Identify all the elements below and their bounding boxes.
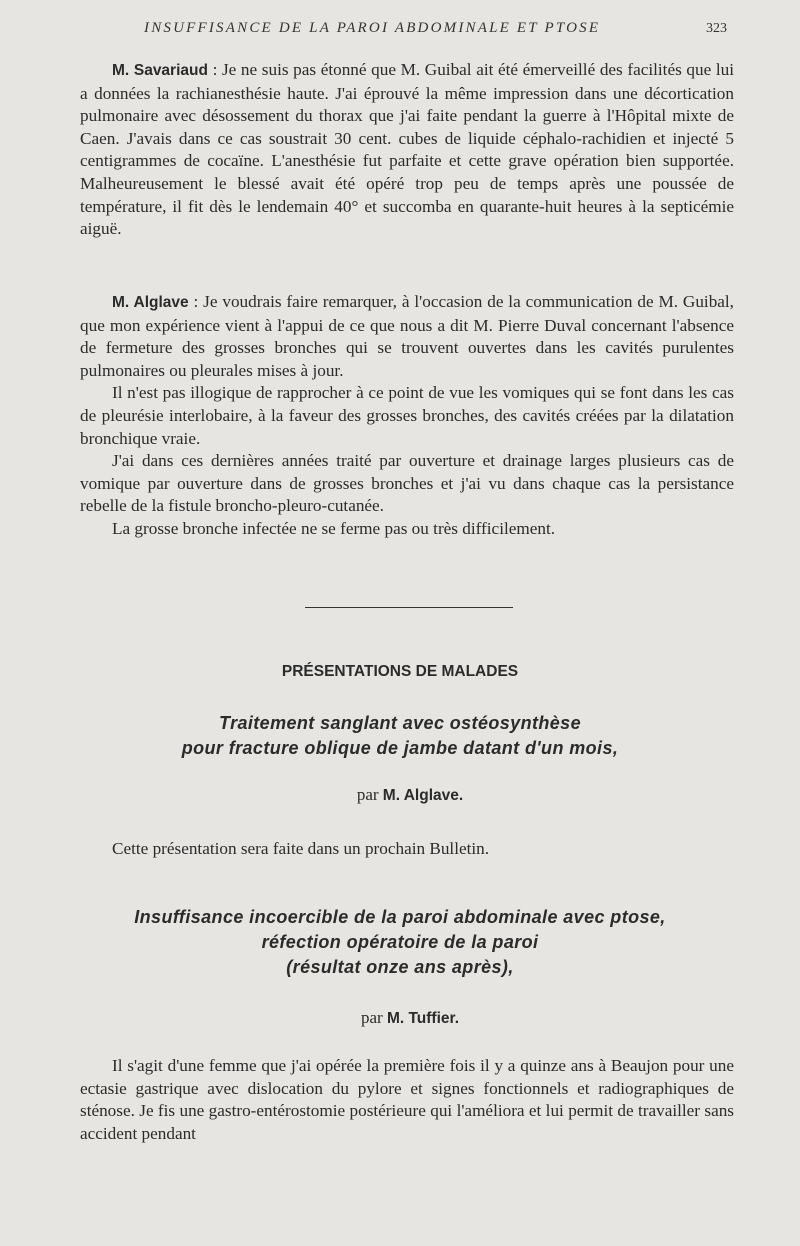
author-name: M. Tuffier. [386,1010,459,1027]
paragraph-text: : Je voudrais faire remarquer, à l'occasion de la communication de M. Guibal, que mon expérience vient à l'appui de ce que nous a dit M. Pierre Duval concernant l'absence de fermeture des grosses bronches qui se trouvent ouvertes dans les cavités purulentes pulmonaires ou pleurales mises à jour. [80,292,734,380]
speaker-name: M. Savariaud [112,62,208,79]
running-head-title: INSUFFISANCE DE LA PAROI ABDOMINALE ET PTOSE [144,20,601,36]
title-line: réfection opératoire de la paroi [261,932,539,952]
byline-par: par [356,785,379,804]
paragraph: La grosse bronche infectée ne se ferme pas ou très difficilement. [112,518,556,538]
paragraph: Il s'agit d'une femme que j'ai opérée la première fois il y a quinze ans à Beaujon pour une ectasie gastrique avec dislocation du pylore et signes fonctionnels et radiographiques de sténose. Je fis une gastro-entérostomie postérieure qui l'améliora et lui permit de travailler sans accident pendant [80,1056,734,1143]
paragraph-text: : Je ne suis pas étonné que M. Guibal ait été émerveillé des facilités que lui a données la rachianesthésie haute. J'ai éprouvé la même impression dans une décortication pulmonaire avec désossement du thorax que j'ai faite pendant la guerre à l'Hôpital mixte de Caen. J'avais dans ce cas soustrait 30 cent. cubes de liquide céphalo-rachidien et injecté 5 centigrammes de cocaïne. L'anesthésie fut parfaite et cette grave opération bien supportée. Malheureusement le blessé avait été opéré trop peu de temps après une poussée de température, il fit dès le lendemain 40° et succomba en quarante-huit heures à la septicémie aiguë. [80,60,734,239]
title-line: Insuffisance incoercible de la paroi abdominale avec ptose, [134,907,666,927]
paragraph: Cette présentation sera faite dans un prochain Bulletin. [112,839,490,858]
section-divider [305,607,513,608]
title-line [60,955,740,980]
article-body [80,838,734,861]
running-head [0,20,800,40]
page-number: 323 [706,21,727,36]
title-line: pour fracture oblique de jambe datant d'un mois, [181,738,619,758]
alglave-remark [80,291,734,541]
title-line-text: (résultat onze ans après), [286,957,514,977]
title-line: Traitement sanglant avec ostéosynthèse [219,713,581,733]
paragraph: J'ai dans ces dernières années traité par ouverture et drainage larges plusieurs cas de vomique par ouverture dans de grosses bronches et j'ai vu dans chaque cas la persistance rebelle de la fistule broncho-pleuro-cutanée. [80,451,734,516]
byline-par: par [360,1008,383,1027]
paragraph [80,291,734,382]
paragraph: Il n'est pas illogique de rapprocher à ce point de vue les vomiques qui se font dans les cas de pleurésie interlobaire, à la faveur des grosses bronches, des cavités créées par la dilatation bronchique vraie. [80,383,734,448]
savariaud-remark [80,59,734,241]
byline [0,1008,800,1028]
speaker-name: M. Alglave [112,294,189,311]
author-name: M. Alglave. [382,787,464,804]
section-heading: PRÉSENTATIONS DE MALADES [281,663,519,680]
byline [0,785,800,805]
article-body [80,1055,734,1145]
article-title [60,711,740,761]
article-title [60,905,740,980]
paragraph [80,59,734,241]
